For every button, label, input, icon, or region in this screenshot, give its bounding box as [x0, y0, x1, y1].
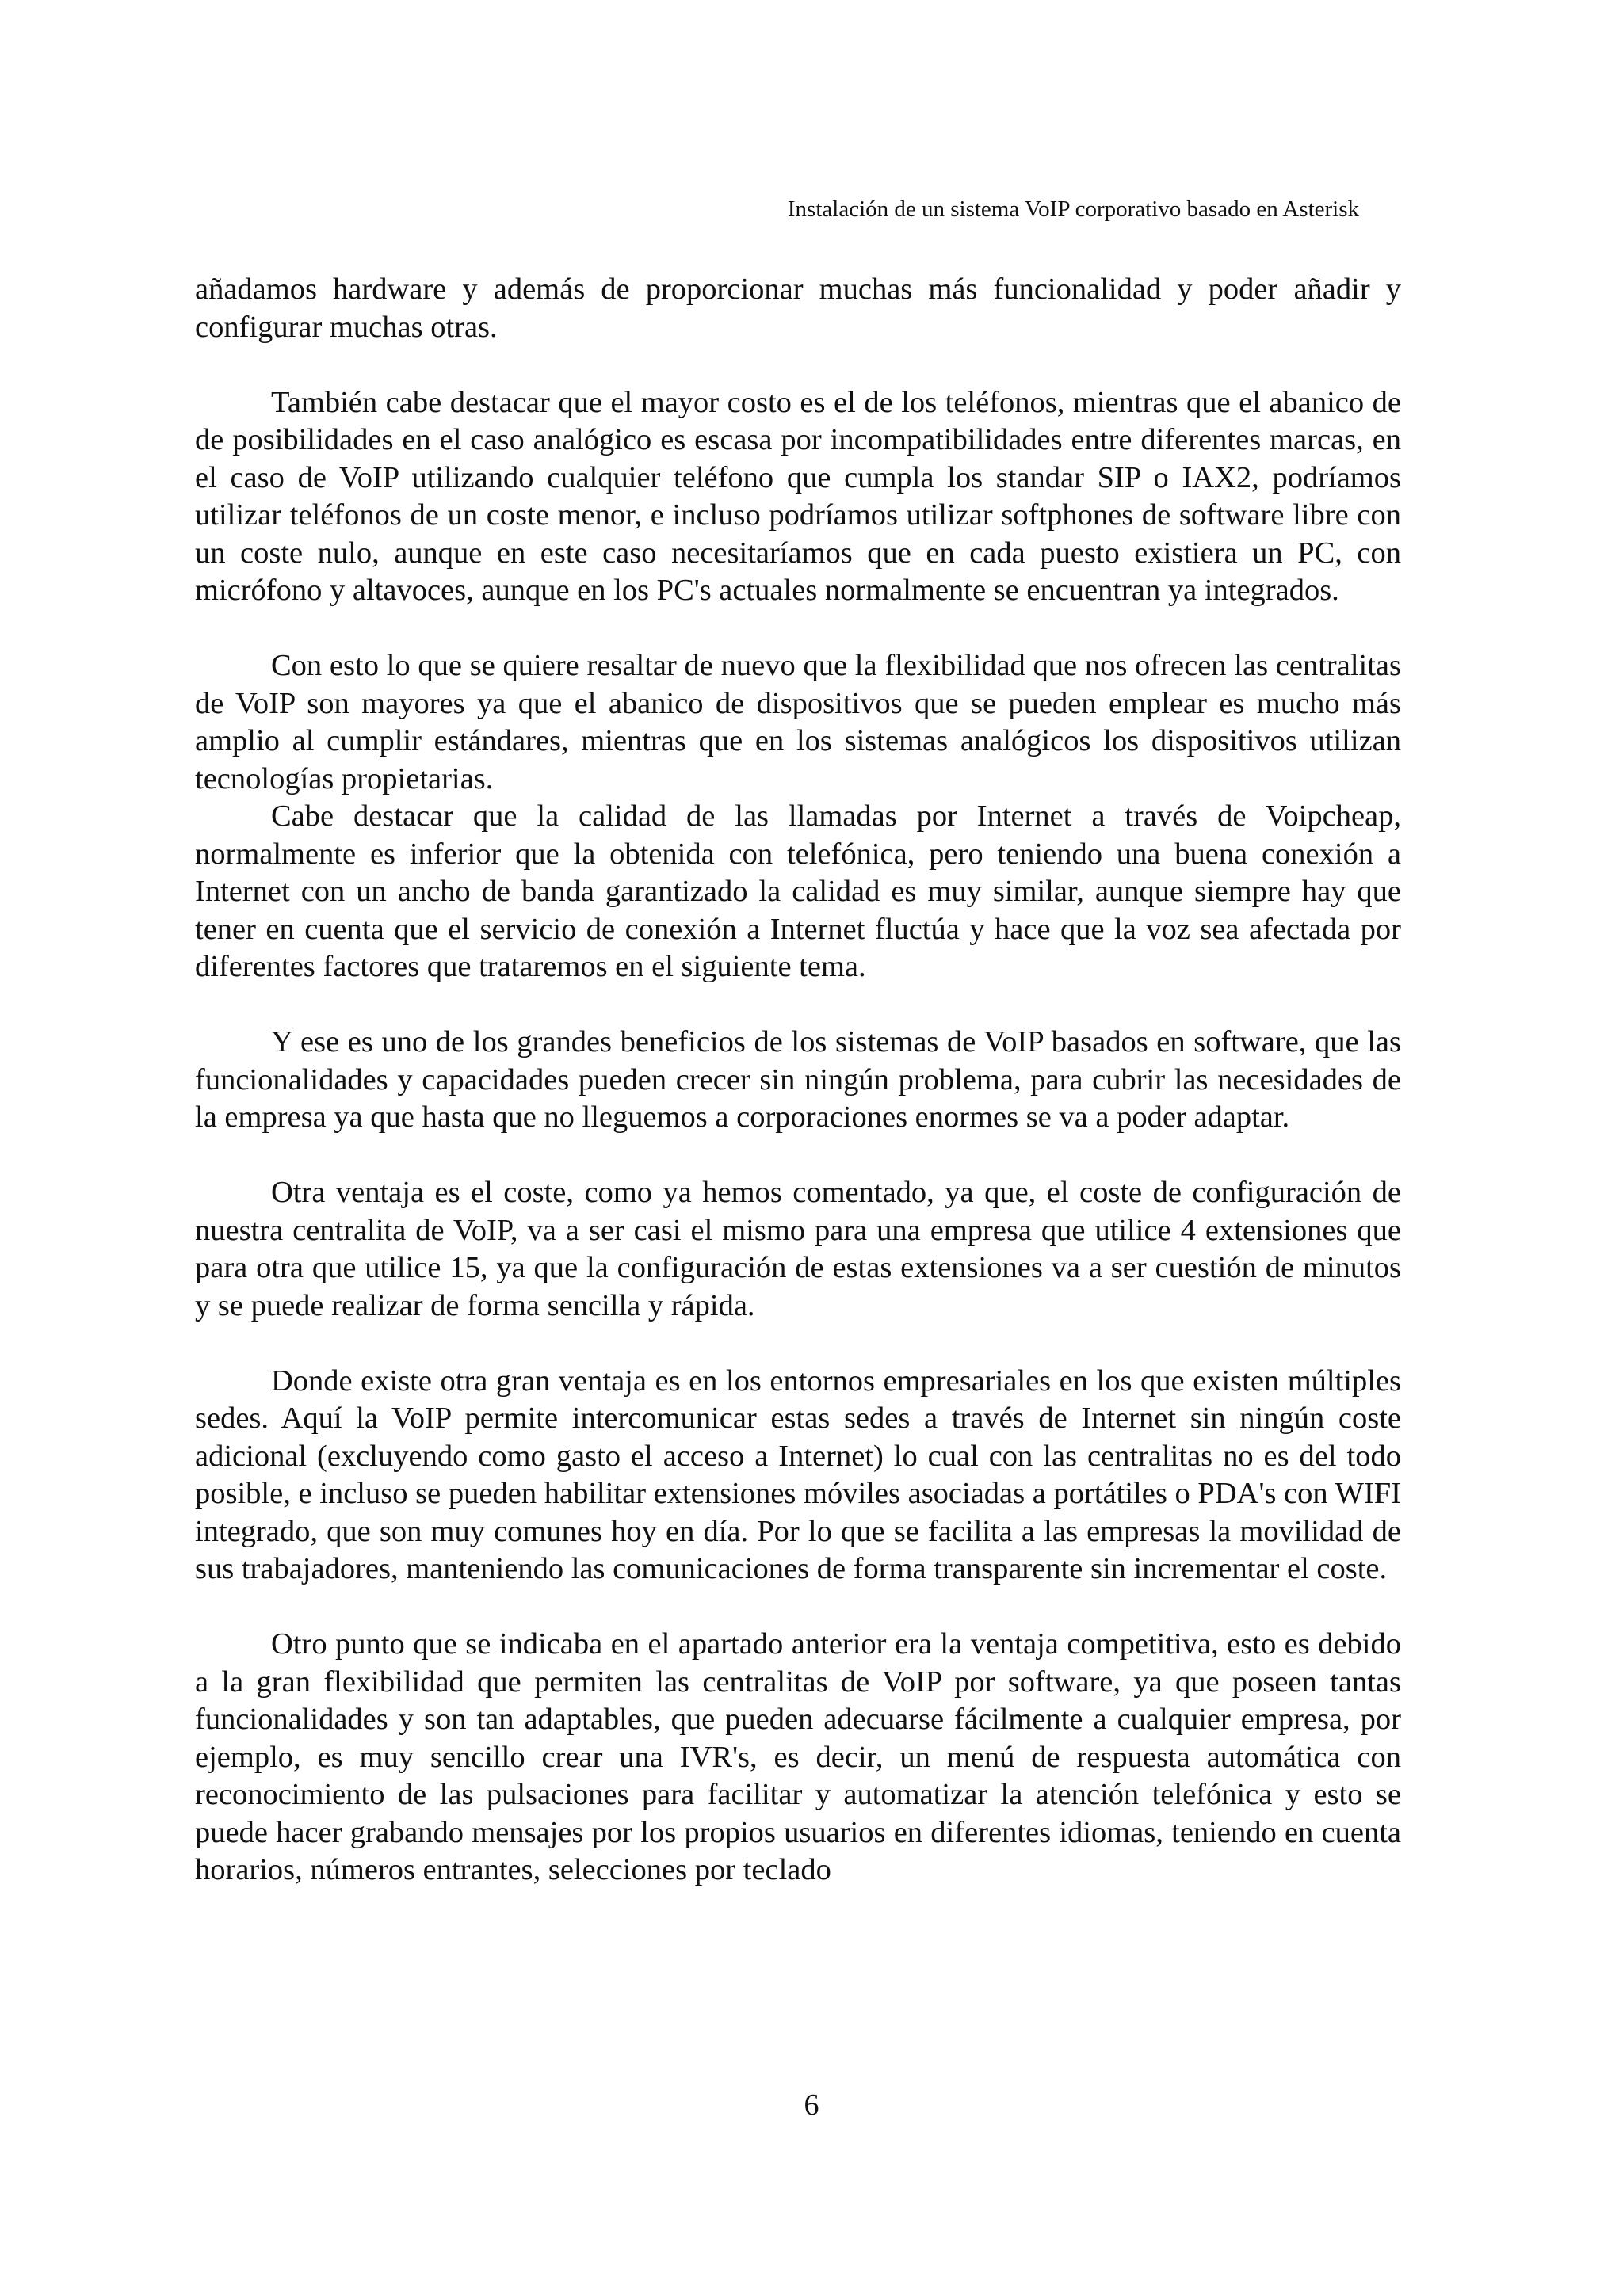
paragraph: Donde existe otra gran ventaja es en los entornos empresariales en los que existen múltiples sedes. Aquí la VoIP permite intercomunicar estas sedes a través de Internet sin ningún coste adicional (excluyendo como gasto el acceso a Internet) lo cual con las centralitas no es del todo posible, e incluso se pueden habilitar extensiones móviles asociadas a portátiles o PDA's con WIFI integrado, que son muy comunes hoy en día. Por lo que se facilita a las empresas la movilidad de sus trabajadores, manteniendo las comunicaciones de forma transparente sin incrementar el coste. — [195, 1363, 1401, 1585]
paragraph-continuation: añadamos hardware y además de proporcionar muchas más funcionalidad y poder añadir y configurar muchas otras. — [195, 273, 1401, 344]
paragraph: Cabe destacar que la calidad de las llamadas por Internet a través de Voipcheap, normalmente es inferior que la obtenida con telefónica, pero teniendo una buena conexión a Internet con un ancho de banda garantizado la calidad es muy similar, aunque siempre hay que tener en cuenta que el servicio de conexión a Internet fluctúa y hace que la voz sea afectada por diferentes factores que trataremos en el siguiente tema. — [195, 799, 1401, 983]
paragraph: Otra ventaja es el coste, como ya hemos comentado, ya que, el coste de configuración de nuestra centralita de VoIP, va a ser casi el mismo para una empresa que utilice 4 extensiones que para otra que utilice 15, ya que la configuración de estas extensiones va a ser cuestión de minutos y se puede realizar de forma sencilla y rápida. — [195, 1176, 1401, 1322]
running-header: Instalación de un sistema VoIP corporativo basado en Asterisk — [787, 196, 1359, 222]
paragraph: También cabe destacar que el mayor costo es el de los teléfonos, mientras que el abanico de de posibilidades en el caso analógico es escasa por incompatibilidades entre diferentes marcas, en el caso de VoIP utilizando cualquier teléfono que cumpla los standar SIP o IAX2, podríamos utilizar teléfonos de un coste menor, e incluso podríamos utilizar softphones de software libre con un coste nulo, aunque en este caso necesitaríamos que en cada puesto existiera un PC, con micrófono y altavoces, aunque en los PC's actuales normalmente se encuentran ya integrados. — [195, 385, 1401, 607]
page-number: 6 — [804, 2088, 819, 2122]
paragraph: Y ese es uno de los grandes beneficios de los sistemas de VoIP basados en software, que las funcionalidades y capacidades pueden crecer sin ningún problema, para cubrir las necesidades de la empresa ya que hasta que no lleguemos a corporaciones enormes se va a poder adaptar. — [195, 1025, 1401, 1134]
body-text — [195, 271, 1401, 1890]
paragraph: Con esto lo que se quiere resaltar de nuevo que la flexibilidad que nos ofrecen las centralitas de VoIP son mayores ya que el abanico de dispositivos que se pueden emplear es mucho más amplio al cumplir estándares, mientras que en los sistemas analógicos los dispositivos utilizan tecnologías propietarias. — [195, 649, 1401, 795]
paragraph: Otro punto que se indicaba en el apartado anterior era la ventaja competitiva, esto es debido a la gran flexibilidad que permiten las centralitas de VoIP por software, ya que poseen tantas funcionalidades y son tan adaptables, que pueden adecuarse fácilmente a cualquier empresa, por ejemplo, es muy sencillo crear una IVR's, es decir, un menú de respuesta automática con reconocimiento de las pulsaciones para facilitar y automatizar la atención telefónica y esto se puede hacer grabando mensajes por los propios usuarios en diferentes idiomas, teniendo en cuenta horarios, números entrantes, selecciones por teclado — [195, 1627, 1401, 1886]
